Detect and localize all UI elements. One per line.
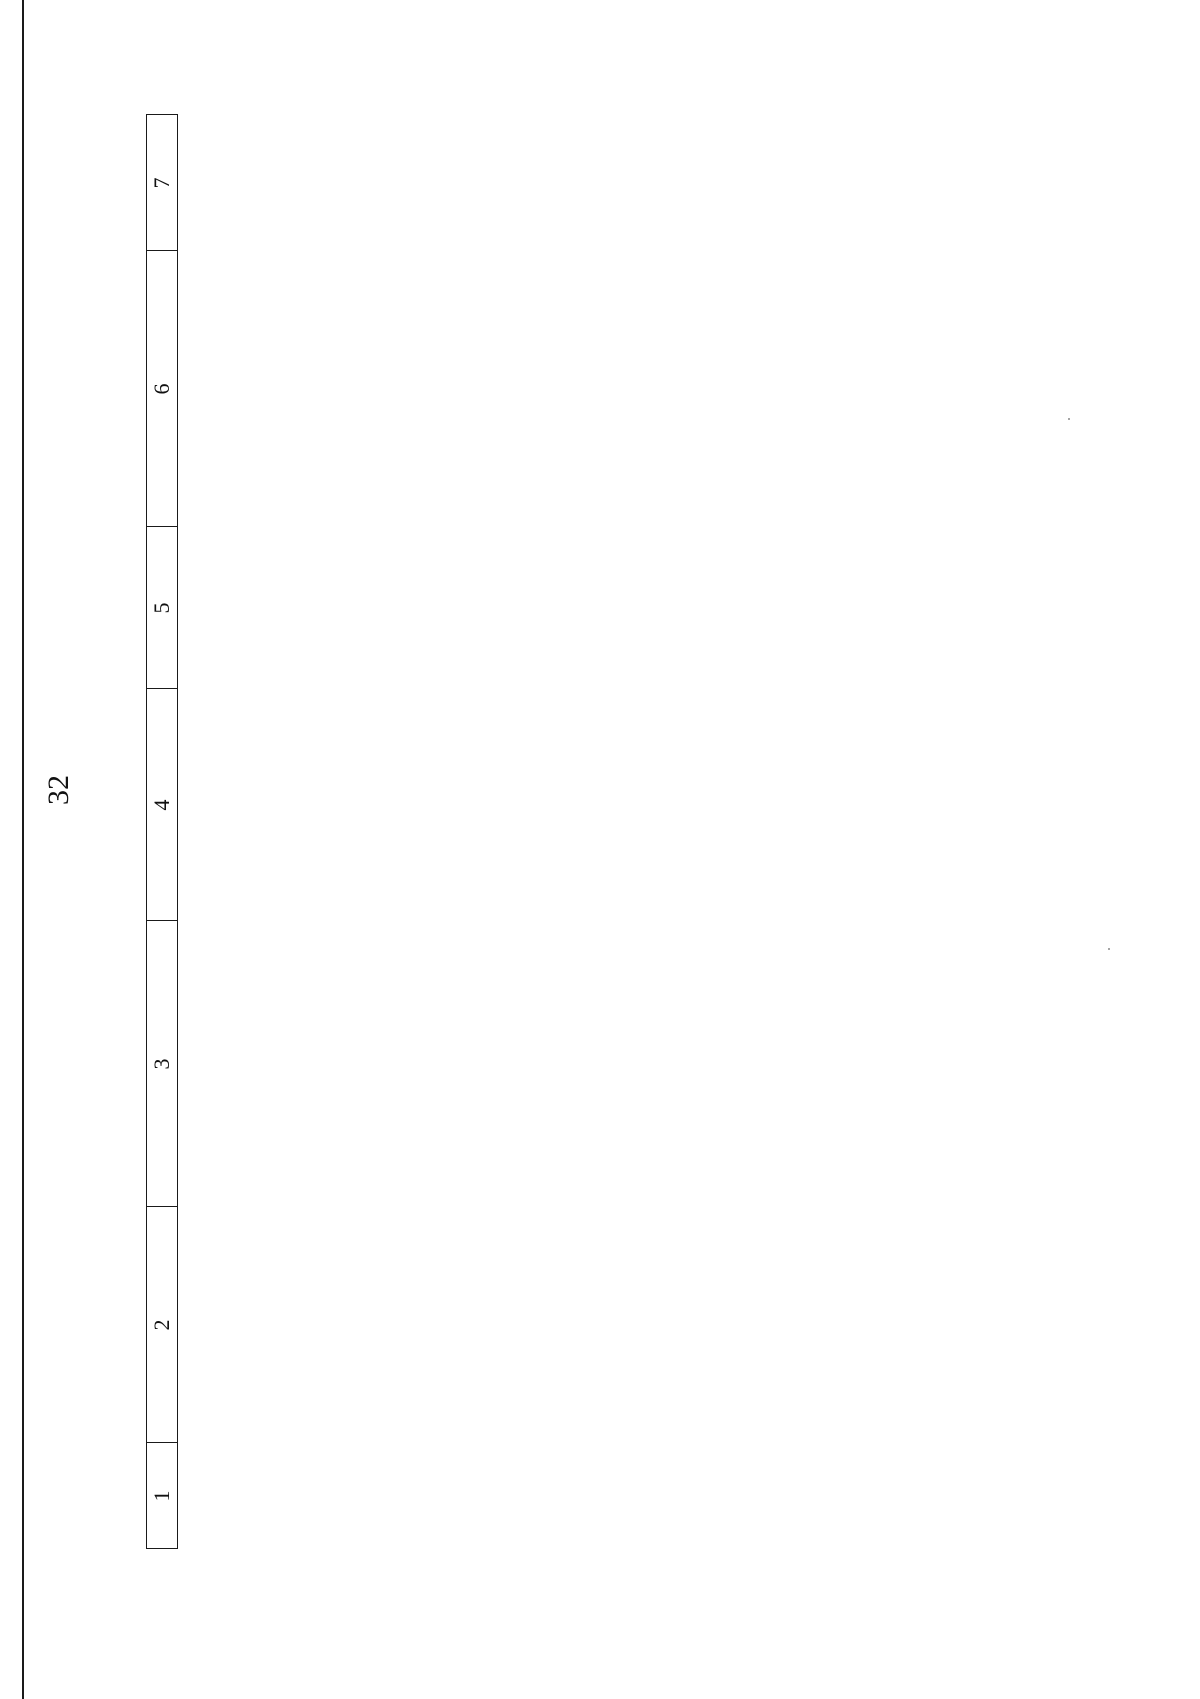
column-header: 4 [147,689,178,921]
measures-table [146,115,178,1586]
column-header: 3 [147,921,178,1207]
column-header: 5 [147,527,178,689]
table-header-row [147,115,178,1585]
column-header: 6 [147,251,178,527]
column-header: 2 [147,1207,178,1443]
column-header: 7 [147,115,178,251]
page-number: 32 [42,775,75,805]
rotated-page [0,60,1200,1640]
column-header: 1 [147,1443,178,1549]
left-margin-cell [147,1549,178,1585]
